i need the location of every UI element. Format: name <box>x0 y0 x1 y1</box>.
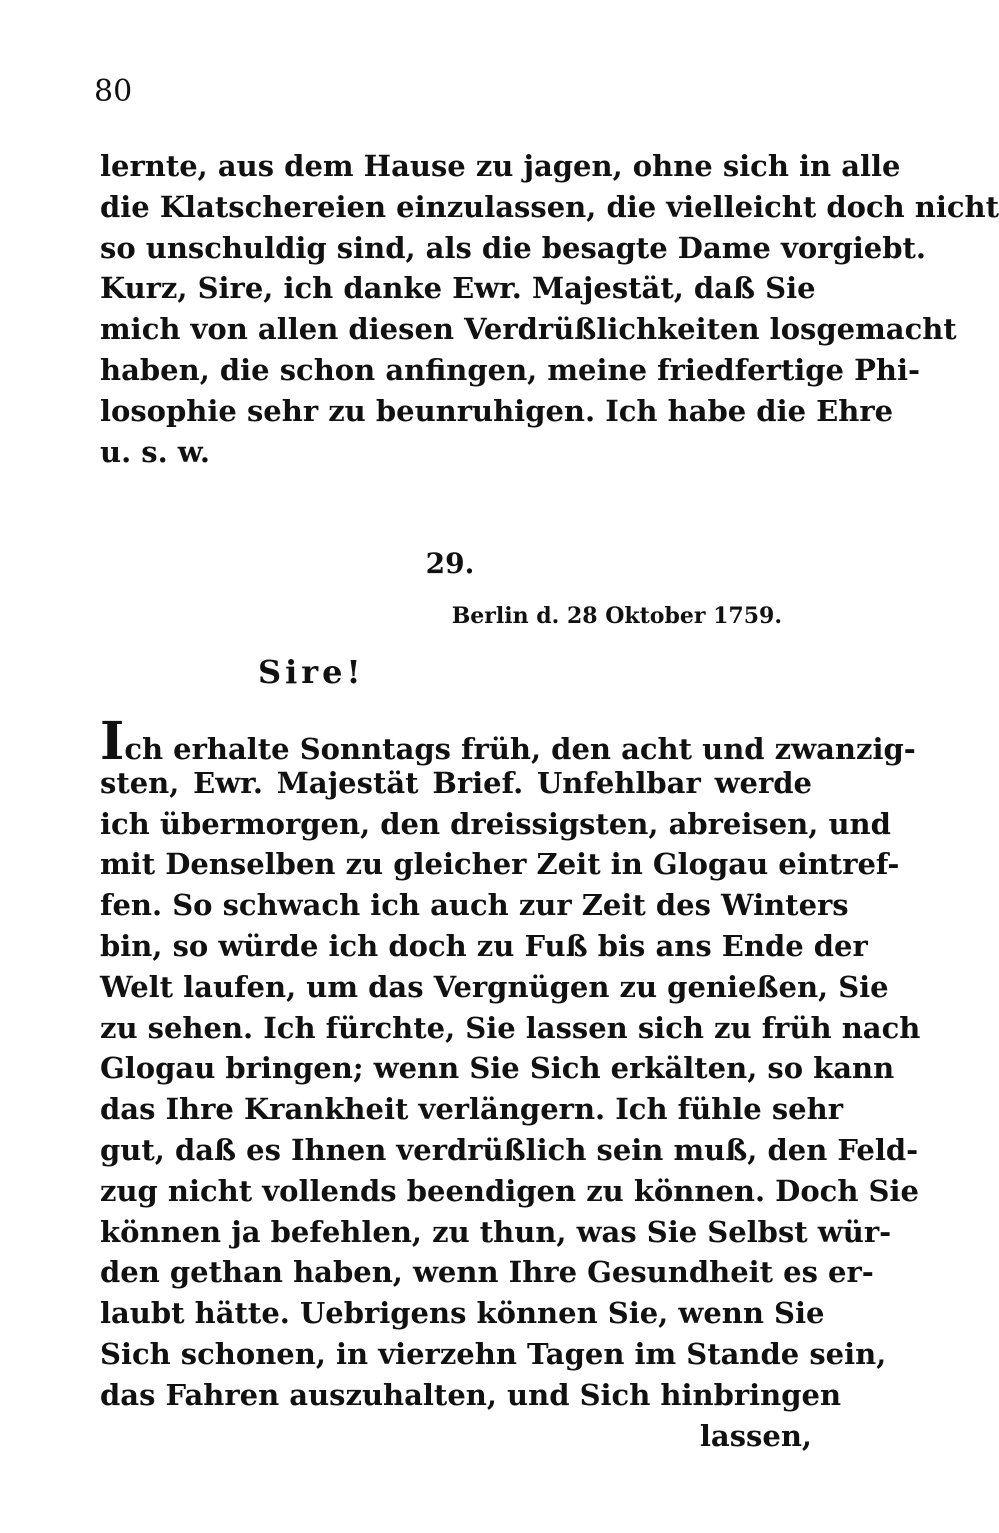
text-line: können ja befehlen, zu thun, was Sie Selbst wür- <box>100 1214 892 1249</box>
text-line: das Ihre Krankheit verlängern. Ich fühle sehr <box>100 1092 843 1127</box>
text-line: Glogau bringen; wenn Sie Sich erkälten, so kann <box>100 1051 895 1086</box>
text-line: so unschuldig sind, als die besagte Dame vorgiebt. <box>100 230 926 265</box>
previous-letter-ending <box>100 146 999 472</box>
text-line: bin, so würde ich doch zu Fuß bis ans Ende der <box>100 928 868 963</box>
text-line: zu sehen. Ich fürchte, Sie lassen sich zu früh nach <box>100 1010 921 1045</box>
text-line: mich von allen diesen Verdrüßlichkeiten losgemacht <box>100 312 957 347</box>
first-line-text: ch erhalte Sonntags früh, den acht und zwanzig- <box>124 732 916 766</box>
text-line: den gethan haben, wenn Ihre Gesundheit es er- <box>100 1255 874 1290</box>
text-line: fen. So schwach ich auch zur Zeit des Winters <box>100 888 849 923</box>
text-line: lernte, aus dem Hause zu jagen, ohne sich in alle <box>100 149 901 183</box>
catchword: lassen, <box>699 1418 812 1453</box>
letter-salutation: Sire! <box>258 653 365 691</box>
text-line: sten, Ewr. Majestät Brief. Unfehlbar werde <box>100 765 812 800</box>
text-line: gut, daß es Ihnen verdrüßlich sein muß, den Feld- <box>100 1132 919 1167</box>
text-line: zug nicht vollends beendigen zu können. Doch Sie <box>100 1173 919 1208</box>
letter-body <box>100 711 921 1456</box>
text-line: ich übermorgen, den dreissigsten, abreisen, und <box>100 806 891 841</box>
text-line: Kurz, Sire, ich danke Ewr. Majestät, daß Sie <box>100 271 816 306</box>
text-line: die Klatschereien einzulassen, die vielleicht doch nicht <box>100 189 999 224</box>
text-line: Sich schonen, in vierzehn Tagen im Stande sein, <box>100 1336 887 1371</box>
text-line: losophie sehr zu beunruhigen. Ich habe die Ehre <box>100 393 894 428</box>
page-number: 80 <box>94 74 133 109</box>
text-line: das Fahren auszuhalten, und Sich hinbringen <box>100 1377 842 1412</box>
text-line-first <box>100 711 916 772</box>
text-line: haben, die schon anfingen, meine friedfertige Phi- <box>100 352 921 387</box>
text-line: mit Denselben zu gleicher Zeit in Glogau eintref- <box>100 847 900 882</box>
letter-number: 29. <box>425 547 475 580</box>
text-line: u. s. w. <box>100 434 210 469</box>
drop-cap: I <box>100 711 125 772</box>
letter-dateline: Berlin d. 28 Oktober 1759. <box>451 603 782 629</box>
text-line: Welt laufen, um das Vergnügen zu genießen, Sie <box>100 969 889 1004</box>
text-line: laubt hätte. Uebrigens können Sie, wenn Sie <box>100 1296 825 1331</box>
